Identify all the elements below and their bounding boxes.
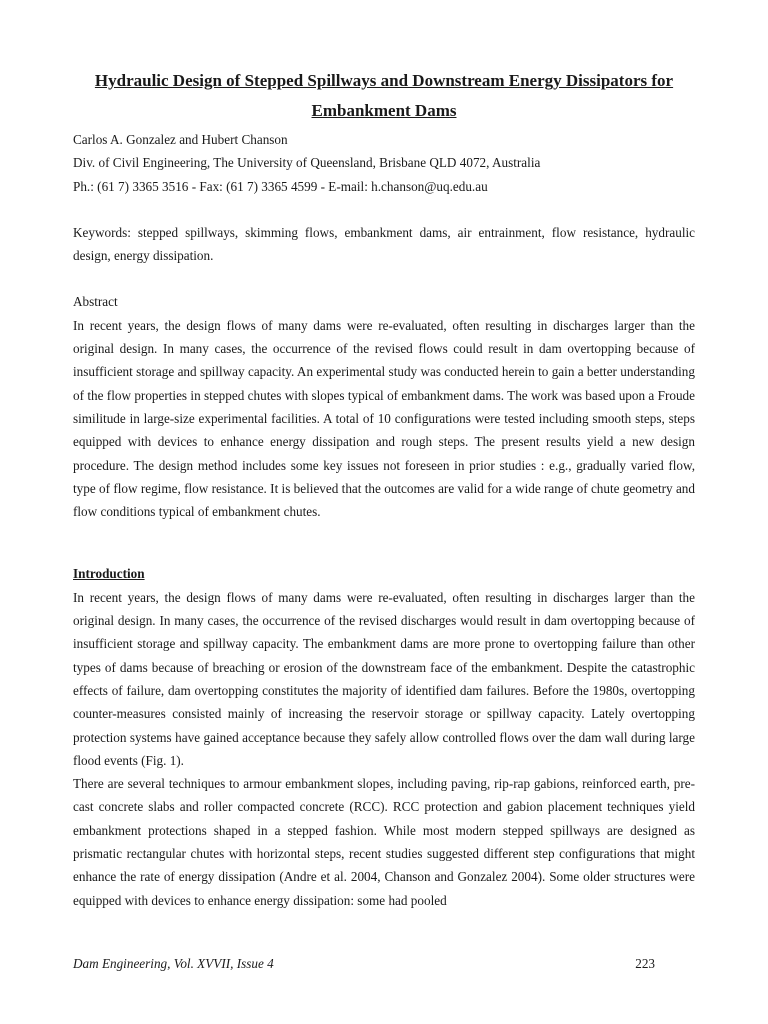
introduction-heading: Introduction: [73, 566, 145, 582]
introduction-paragraph-1: In recent years, the design flows of many dams were re-evaluated, often resulting in discharges larger than the original design. In many cases, the occurrence of the revised discharges would result in dam overtopping because of insufficient storage and spillway capacity. The embankment dams are more prone to overtopping failure than other types of dams because of breaching or erosion of the downstream face of the embankment. Despite the catastrophic effects of failure, dam overtopping constitutes the majority of identified dam failures. Before the 1980s, overtopping counter-measures consisted mainly of increasing the reservoir storage or spillway capacity. Lately overtopping protection systems have gained acceptance because they safely allow controlled flows over the dam wall during large flood events (Fig. 1).: [73, 589, 695, 768]
page-number: 223: [635, 956, 655, 971]
affiliation: Div. of Civil Engineering, The University of Queensland, Brisbane QLD 4072, Australia: [73, 155, 541, 171]
abstract-text: In recent years, the design flows of many dams were re-evaluated, often resulting in discharges larger than the original design. In many cases, the occurrence of the revised flows could result in dam overtopping because of insufficient storage and spillway capacity. An experimental study was conducted herein to gain a better understanding of the flow properties in stepped chutes with slopes typical of embankment dams. The work was based upon a Froude similitude in large-size experimental facilities. A total of 10 configurations were tested including smooth steps, steps equipped with devices to enhance energy dissipation and rough steps. The present results yield a new design procedure. The design method includes some key issues not foreseen in prior studies : e.g., gradually varied flow, type of flow regime, flow resistance. It is believed that the outcomes are valid for a wide range of chute geometry and flow conditions typical of embankment chutes.: [73, 317, 695, 520]
authors: Carlos A. Gonzalez and Hubert Chanson: [73, 132, 288, 147]
contact-info: Ph.: (61 7) 3365 3516 - Fax: (61 7) 3365 4599 - E-mail: h.chanson@uq.edu.au: [73, 178, 488, 194]
paper-title: Hydraulic Design of Stepped Spillways and Downstream Energy Dissipators for Embankment Dams: [94, 71, 674, 120]
introduction-paragraph-2: There are several techniques to armour embankment slopes, including paving, rip-rap gabions, reinforced earth, pre-cast concrete slabs and roller compacted concrete (RCC). RCC protection and gabion placement techniques yield embankment protections shaped in a stepped fashion. While most modern stepped spillways are designed as prismatic rectangular chutes with horizontal steps, recent studies suggested different step configurations that might enhance the rate of energy dissipation (Andre et al. 2004, Chanson and Gonzalez 2004). Some older structures were equipped with devices to enhance energy dissipation: some had pooled: [73, 776, 695, 908]
abstract-heading: Abstract: [73, 294, 118, 310]
keywords: Keywords: stepped spillways, skimming flows, embankment dams, air entrainment, flow resistance, hydraulic design, energy dissipation.: [73, 224, 695, 264]
paper-page: [73, 66, 695, 912]
footer-journal: Dam Engineering, Vol. XVVII, Issue 4: [73, 956, 274, 971]
